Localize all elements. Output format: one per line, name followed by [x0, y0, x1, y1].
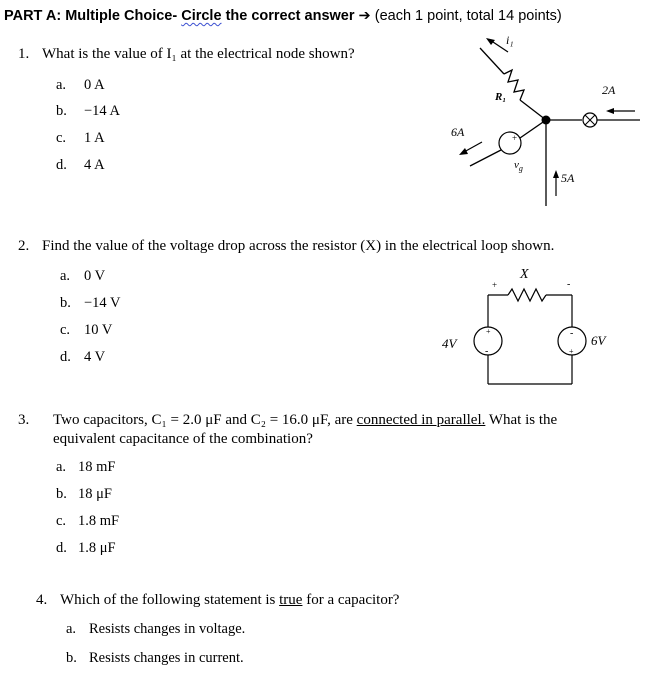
question-3-number: 3. [18, 412, 30, 428]
i6a-arrow-line [464, 142, 482, 152]
q3-option-d-letter[interactable]: d. [56, 540, 67, 556]
q1-option-c-letter[interactable]: c. [56, 130, 67, 146]
i6a-label: 6A [451, 125, 465, 139]
header-title-rest: the correct answer [225, 8, 355, 24]
question-2-text: Find the value of the voltage drop across the resistor (X) in the electrical loop shown. [42, 238, 555, 254]
resistor-plus-sign: + [492, 280, 498, 290]
page-header [4, 8, 562, 24]
vg-label: $v_g$ [514, 159, 523, 173]
resistor-x [508, 289, 546, 301]
q4-text-before: Which of the following statement is [60, 592, 280, 608]
r1-wire-bottom [520, 100, 546, 120]
source-6v-plus: + [569, 347, 574, 356]
source-4v-plus: + [486, 327, 491, 336]
r1-wire-top [480, 48, 504, 74]
source-6v-minus: - [570, 328, 574, 339]
question-4-number: 4. [36, 592, 48, 608]
node-circuit-diagram [440, 30, 660, 210]
source-4v-label: 4V [442, 336, 457, 351]
q3-text-before: Two capacitors, C₁ = 2.0 μF and C₂ = 16.0 μF, are [53, 412, 357, 428]
q1-option-a-letter[interactable]: a. [56, 77, 67, 93]
header-title-squiggle: Circle [181, 8, 222, 24]
q3-option-c-letter[interactable]: c. [56, 513, 67, 529]
q1-option-b-text[interactable]: −14 A [84, 103, 120, 119]
i6a-arrow-head [459, 148, 468, 155]
q2-option-a-letter[interactable]: a. [60, 268, 71, 284]
q1-option-c-text[interactable]: 1 A [84, 130, 105, 146]
q3-option-d-text[interactable]: 1.8 μF [78, 540, 116, 556]
q2-option-c-letter[interactable]: c. [60, 322, 71, 338]
q3-text-underlined: connected in parallel. [356, 412, 486, 428]
i2a-arrow-head [606, 108, 614, 114]
q4-option-b-text[interactable]: Resists changes in current. [89, 650, 244, 666]
i5a-arrow-head [553, 170, 559, 178]
question-2-number: 2. [18, 238, 30, 254]
q3-text-after: What is the [485, 412, 558, 428]
q3-option-c-text[interactable]: 1.8 mF [78, 513, 120, 529]
r1-resistor [504, 70, 524, 100]
i2a-label: 2A [602, 83, 616, 97]
q4-option-a-letter[interactable]: a. [66, 621, 77, 637]
header-arrow-icon: ➔ [358, 8, 371, 24]
question-1-number: 1. [18, 46, 30, 62]
q3-option-a-text[interactable]: 18 mF [78, 459, 116, 475]
i1-arrow-head [486, 38, 495, 45]
i5a-label: 5A [561, 171, 575, 185]
q1-option-d-text[interactable]: 4 A [84, 157, 105, 173]
q2-option-c-text[interactable]: 10 V [84, 322, 113, 338]
i1-label: i₁ [506, 33, 514, 47]
q2-option-d-letter[interactable]: d. [60, 349, 71, 365]
resistor-minus-sign: - [567, 279, 571, 290]
question-1-text: What is the value of I₁ at the electrical node shown? [42, 46, 355, 62]
loop-circuit-diagram [432, 258, 632, 390]
vg-source-circle [499, 132, 521, 154]
question-3-text-line1 [53, 412, 557, 429]
q4-text-underlined: true [279, 592, 303, 608]
q2-option-b-letter[interactable]: b. [60, 295, 71, 311]
r1-label: R₁ [495, 91, 507, 103]
q3-option-a-letter[interactable]: a. [56, 459, 67, 475]
vg-plus: + [512, 133, 518, 143]
q3-option-b-letter[interactable]: b. [56, 486, 67, 502]
vg-wire-top [520, 120, 546, 138]
q4-option-a-text[interactable]: Resists changes in voltage. [89, 621, 246, 637]
q2-option-d-text[interactable]: 4 V [84, 349, 106, 365]
q3-option-b-text[interactable]: 18 μF [78, 486, 112, 502]
header-points-note: (each 1 point, total 14 points) [374, 8, 562, 24]
q4-option-b-letter[interactable]: b. [66, 650, 77, 666]
header-title-prefix: PART A: Multiple Choice- [4, 8, 178, 24]
q1-option-a-text[interactable]: 0 A [84, 77, 105, 93]
q2-option-b-text[interactable]: −14 V [84, 295, 121, 311]
resistor-x-label: X [520, 267, 529, 282]
q1-option-d-letter[interactable]: d. [56, 157, 67, 173]
vg-wire-bottom [470, 150, 501, 166]
question-4-text [60, 592, 399, 609]
source-6v-label: 6V [591, 333, 606, 348]
source-4v-minus: - [485, 346, 489, 357]
q1-option-b-letter[interactable]: b. [56, 103, 67, 119]
q2-option-a-text[interactable]: 0 V [84, 268, 106, 284]
q4-text-after: for a capacitor? [302, 592, 400, 608]
question-3-text-line2: equivalent capacitance of the combination? [53, 431, 313, 447]
